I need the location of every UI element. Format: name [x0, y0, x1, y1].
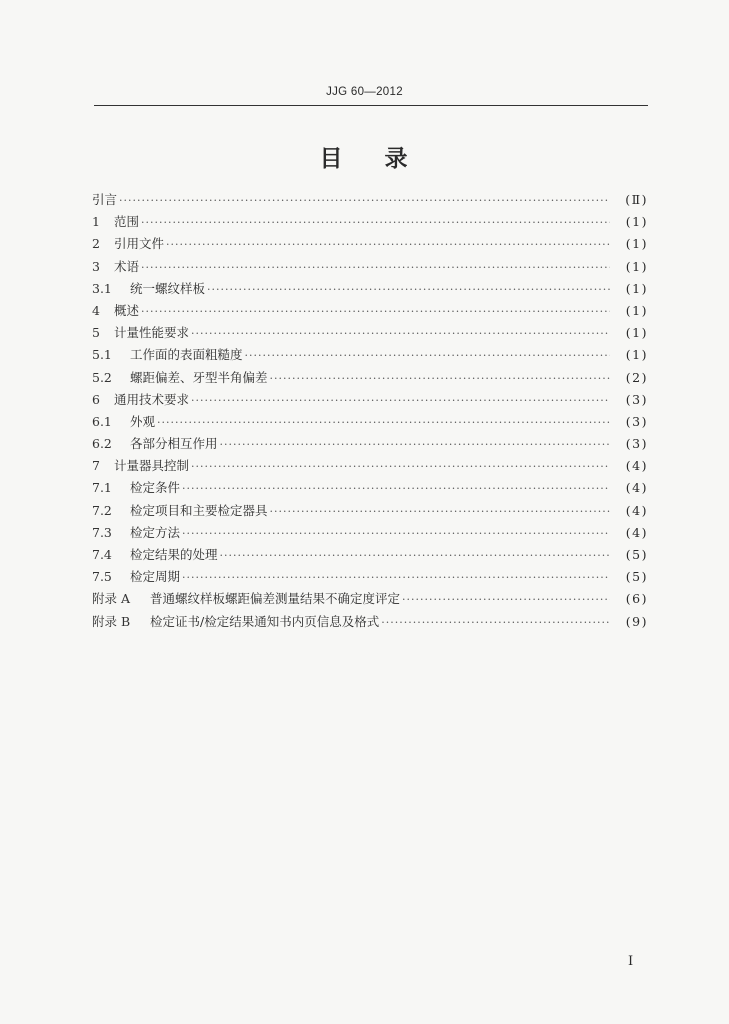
toc-entry[interactable]: [92, 455, 648, 477]
toc-entry[interactable]: [92, 233, 648, 255]
toc-entry-page: (1): [625, 347, 648, 363]
toc-entry-page: (6): [625, 591, 648, 607]
toc-entry-page: (1): [625, 325, 648, 341]
toc-entry[interactable]: [92, 477, 648, 499]
toc-entry[interactable]: [92, 211, 648, 233]
toc-entry-page: (4): [625, 524, 648, 540]
toc-entry-page: (5): [625, 547, 648, 562]
toc-entry[interactable]: [92, 278, 648, 300]
toc-entry-label: 各部分相互作用: [130, 436, 218, 452]
toc-entry-number: 5: [92, 325, 100, 341]
toc-dot-leader: [141, 257, 610, 279]
toc-entry-number: 7.2: [92, 502, 112, 518]
toc-entry[interactable]: [92, 500, 648, 522]
toc-entry-label: 工作面的表面粗糙度: [130, 347, 243, 363]
toc-entry-label: 检定方法: [130, 524, 181, 540]
toc-entry-number: 附录 A: [92, 591, 131, 607]
toc-dot-leader: [141, 212, 610, 234]
toc-dot-leader: [119, 190, 610, 212]
toc-dot-leader: [191, 390, 610, 412]
toc-dot-leader: [220, 545, 610, 567]
toc-entry[interactable]: [92, 389, 648, 411]
toc-entry-number: 3: [92, 258, 100, 274]
toc-entry-label: 计量器具控制: [114, 458, 190, 474]
toc-entry-number: 6.2: [92, 436, 112, 452]
toc-entry-number: 7: [92, 458, 100, 474]
toc-entry-label: 引言: [92, 192, 118, 207]
toc-entry[interactable]: [92, 522, 648, 544]
toc-entry-page: (1): [625, 214, 648, 230]
toc-entry-number: 6.1: [92, 413, 112, 429]
toc-dot-leader: [270, 368, 610, 390]
toc-entry-label: 螺距偏差、牙型半角偏差: [130, 369, 268, 385]
toc-entry[interactable]: [92, 566, 648, 588]
toc-entry-label: 统一螺纹样板: [130, 280, 206, 296]
toc-entry-number: 2: [92, 236, 100, 252]
toc-entry[interactable]: [92, 411, 648, 433]
toc-dot-leader: [381, 612, 610, 634]
toc-entry[interactable]: [92, 322, 648, 344]
toc-dot-leader: [141, 301, 610, 323]
toc-entry-page: (9): [625, 613, 648, 629]
toc-entry[interactable]: [92, 544, 648, 566]
toc-entry-number: 7.1: [92, 480, 112, 496]
toc-entry-label: 检定证书/检定结果通知书内页信息及格式: [150, 613, 380, 629]
toc-entry-number: 5.2: [92, 369, 112, 385]
toc-dot-leader: [270, 501, 610, 523]
toc-entry-number: 附录 B: [92, 613, 131, 629]
toc-entry[interactable]: [92, 367, 648, 389]
toc-entry-label: 检定结果的处理: [130, 547, 218, 562]
toc-entry-number: 1: [92, 214, 100, 230]
toc-dot-leader: [182, 478, 610, 500]
toc-entry-label: 检定项目和主要检定器具: [130, 502, 268, 518]
table-of-contents: [92, 189, 648, 633]
toc-entry[interactable]: [92, 433, 648, 455]
toc-dot-leader: [182, 523, 610, 545]
toc-entry-label: 范围: [114, 214, 140, 230]
toc-dot-leader: [207, 279, 610, 301]
toc-dot-leader: [157, 412, 610, 434]
toc-entry-number: 4: [92, 302, 100, 318]
toc-entry-label: 通用技术要求: [114, 391, 190, 407]
toc-entry-page: (4): [625, 502, 648, 518]
toc-entry-page: (4): [625, 480, 648, 496]
toc-entry-number: 7.4: [92, 547, 112, 562]
toc-entry-number: 7.5: [92, 569, 112, 585]
toc-title: 目 录: [319, 146, 410, 172]
toc-dot-leader: [191, 323, 610, 345]
toc-dot-leader: [220, 434, 610, 456]
toc-entry-page: (3): [625, 413, 648, 429]
toc-entry-label: 外观: [130, 413, 156, 429]
toc-dot-leader: [182, 567, 610, 589]
toc-entry[interactable]: [92, 588, 648, 610]
toc-entry[interactable]: [92, 189, 648, 211]
toc-entry-number: 6: [92, 391, 100, 407]
toc-entry-page: (1): [625, 280, 648, 296]
header-rule: [94, 105, 648, 106]
toc-entry-label: 检定条件: [130, 480, 181, 496]
toc-entry-number: 7.3: [92, 524, 112, 540]
toc-entry[interactable]: [92, 611, 648, 633]
toc-entry[interactable]: [92, 344, 648, 366]
toc-entry-page: (2): [625, 369, 648, 385]
toc-entry-label: 概述: [114, 302, 140, 318]
toc-dot-leader: [191, 456, 610, 478]
toc-entry-page: (Ⅱ): [625, 192, 648, 207]
toc-dot-leader: [402, 589, 610, 611]
toc-dot-leader: [245, 345, 610, 367]
toc-entry-page: (1): [625, 236, 648, 252]
toc-entry-page: (4): [625, 458, 648, 474]
toc-entry-page: (5): [625, 569, 648, 585]
toc-entry-label: 术语: [114, 258, 140, 274]
toc-entry-number: 3.1: [92, 280, 112, 296]
page-number: I: [628, 954, 634, 969]
document-code-header: JJG 60—2012: [326, 86, 403, 98]
toc-dot-leader: [166, 234, 610, 256]
toc-entry-label: 引用文件: [114, 236, 165, 252]
toc-entry-page: (3): [625, 391, 648, 407]
toc-entry[interactable]: [92, 300, 648, 322]
toc-entry[interactable]: [92, 256, 648, 278]
toc-entry-label: 普通螺纹样板螺距偏差测量结果不确定度评定: [150, 591, 401, 607]
toc-entry-page: (1): [625, 302, 648, 318]
toc-entry-label: 检定周期: [130, 569, 181, 585]
toc-entry-number: 5.1: [92, 347, 112, 363]
toc-entry-page: (3): [625, 436, 648, 452]
toc-entry-label: 计量性能要求: [114, 325, 190, 341]
toc-entry-page: (1): [625, 258, 648, 274]
